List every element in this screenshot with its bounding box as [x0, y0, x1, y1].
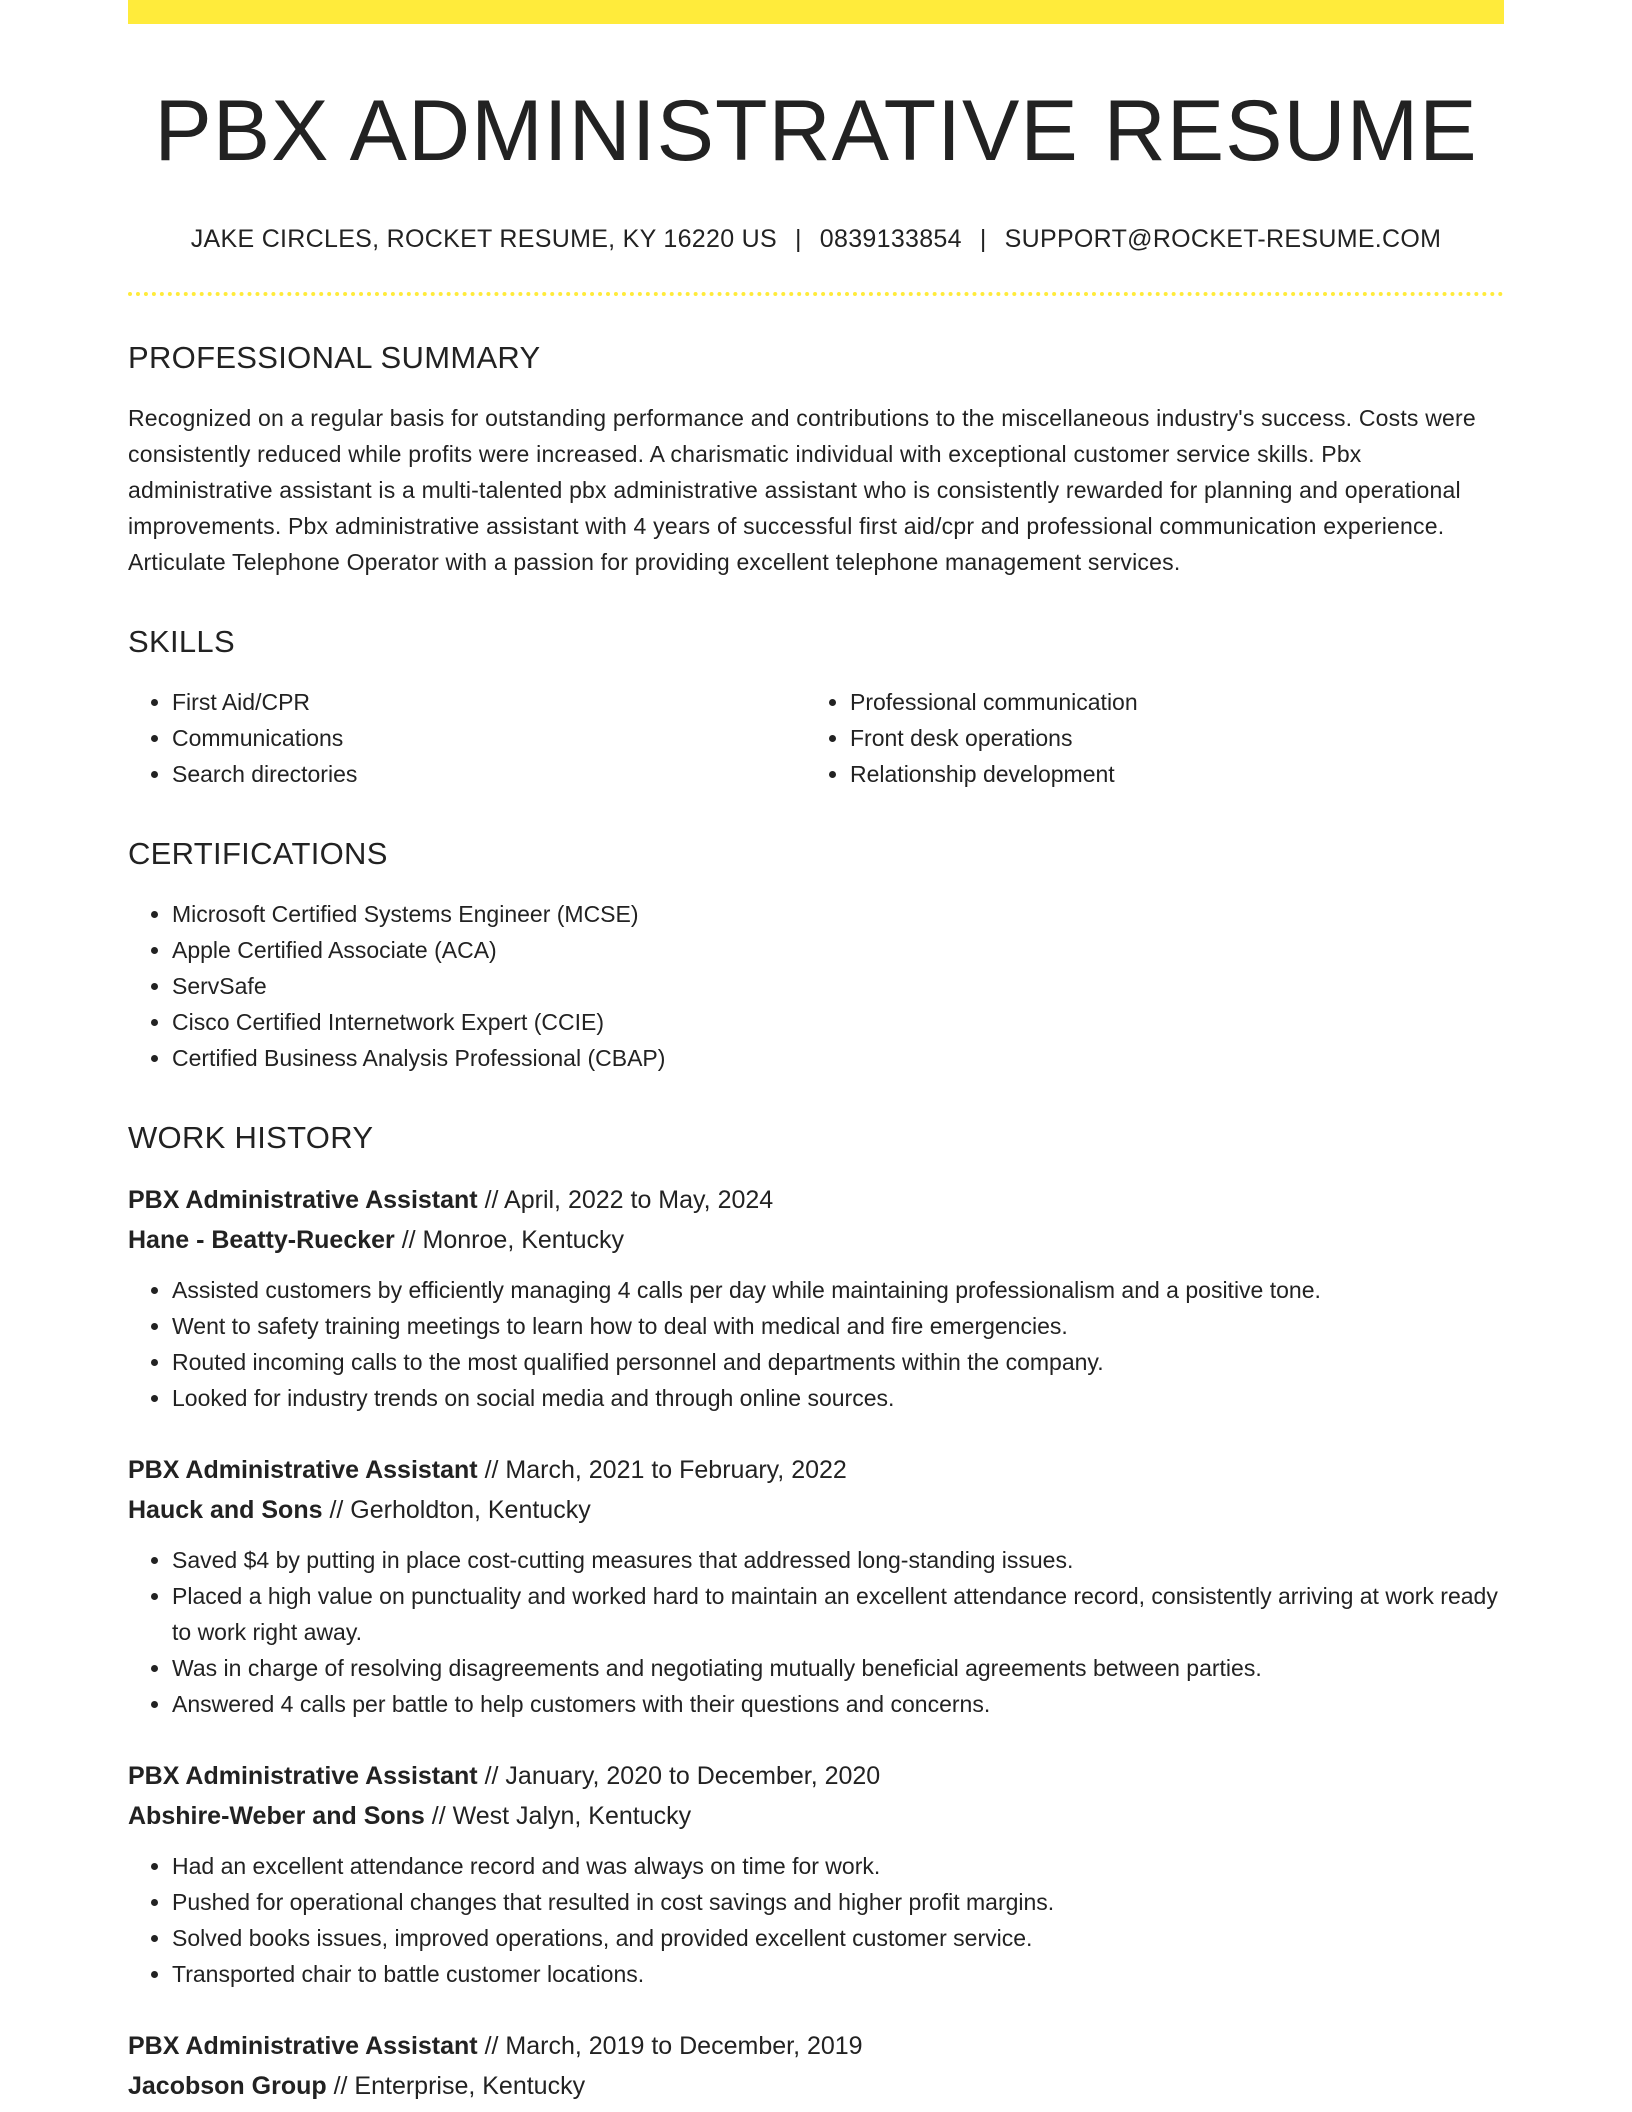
- skill-item: • First Aid/CPR: [172, 684, 806, 720]
- certification-item: • ServSafe: [172, 968, 1504, 1004]
- job-location: // Monroe, Kentucky: [394, 1225, 625, 1254]
- job-dates: // January, 2020 to December, 2020: [477, 1761, 881, 1790]
- job-bullets: [128, 1272, 1504, 1416]
- job-bullet: • Looked for industry trends on social media and through online sources.: [172, 1380, 1504, 1416]
- skill-item: • Search directories: [172, 756, 806, 792]
- summary-section: [128, 340, 1504, 580]
- skill-item: • Communications: [172, 720, 806, 756]
- job-company-line: [128, 1796, 1504, 1836]
- job-title-line: [128, 1180, 1504, 1220]
- skills-list-left: [128, 684, 806, 792]
- job-company: Hauck and Sons: [128, 1495, 323, 1524]
- work-history-section: [128, 1120, 1504, 2106]
- job-entry: [128, 1756, 1504, 1992]
- job-company-line: [128, 1220, 1504, 1260]
- dotted-divider: [128, 292, 1504, 296]
- accent-top-bar: [128, 0, 1504, 24]
- skills-grid: [128, 684, 1504, 792]
- job-bullet: • Pushed for operational changes that resulted in cost savings and higher profit margins.: [172, 1884, 1504, 1920]
- job-bullet: • Was in charge of resolving disagreements and negotiating mutually beneficial agreements between parties.: [172, 1650, 1504, 1686]
- job-title-line: [128, 1450, 1504, 1490]
- certifications-section: [128, 836, 1504, 1076]
- certification-item: • Certified Business Analysis Professional (CBAP): [172, 1040, 1504, 1076]
- certifications-heading: CERTIFICATIONS: [128, 835, 388, 871]
- certification-item: • Cisco Certified Internetwork Expert (CCIE): [172, 1004, 1504, 1040]
- resume-title: PBX ADMINISTRATIVE RESUME: [154, 83, 1478, 179]
- job-bullet: • Placed a high value on punctuality and worked hard to maintain an excellent attendance record, consistently arriving at work ready to work right away.: [172, 1578, 1504, 1650]
- job-bullet: • Saved $4 by putting in place cost-cutting measures that addressed long-standing issues.: [172, 1542, 1504, 1578]
- job-title: PBX Administrative Assistant: [128, 1455, 478, 1484]
- work-history-heading: WORK HISTORY: [128, 1119, 374, 1155]
- job-bullet: • Answered 4 calls per battle to help customers with their questions and concerns.: [172, 1686, 1504, 1722]
- job-bullets: [128, 1542, 1504, 1722]
- job-dates: // April, 2022 to May, 2024: [477, 1185, 774, 1214]
- job-entry: [128, 1450, 1504, 1722]
- job-bullet: • Solved books issues, improved operations, and provided excellent customer service.: [172, 1920, 1504, 1956]
- job-company: Abshire-Weber and Sons: [128, 1801, 425, 1830]
- job-bullet: • Went to safety training meetings to learn how to deal with medical and fire emergencies.: [172, 1308, 1504, 1344]
- contact-line: [128, 225, 1504, 254]
- job-location: // Gerholdton, Kentucky: [322, 1495, 591, 1524]
- job-dates: // March, 2021 to February, 2022: [477, 1455, 847, 1484]
- contact-separator: |: [795, 224, 802, 253]
- certification-item: • Microsoft Certified Systems Engineer (MCSE): [172, 896, 1504, 932]
- skills-section: [128, 624, 1504, 792]
- job-bullet: • Had an excellent attendance record and was always on time for work.: [172, 1848, 1504, 1884]
- job-bullet: • Assisted customers by efficiently managing 4 calls per day while maintaining professionalism and a positive tone.: [172, 1272, 1504, 1308]
- contact-address: JAKE CIRCLES, ROCKET RESUME, KY 16220 US: [190, 224, 777, 253]
- skills-heading: SKILLS: [128, 623, 235, 659]
- job-company: Jacobson Group: [128, 2071, 327, 2100]
- resume-page: [128, 0, 1504, 2106]
- job-title: PBX Administrative Assistant: [128, 2031, 478, 2060]
- job-bullet: • Transported chair to battle customer locations.: [172, 1956, 1504, 1992]
- certifications-list: [128, 896, 1504, 1076]
- job-entry: [128, 2026, 1504, 2106]
- job-title-line: [128, 2026, 1504, 2066]
- job-location: // Enterprise, Kentucky: [326, 2071, 586, 2100]
- skill-item: • Front desk operations: [850, 720, 1484, 756]
- summary-text: Recognized on a regular basis for outstanding performance and contributions to the miscellaneous industry's success. Costs were consistently reduced while profits were increased. A charismatic individual with exceptional customer service skills. Pbx administrative assistant is a multi-talented pbx administrative assistant who is consistently rewarded for planning and operational improvements. Pbx administrative assistant with 4 years of successful first aid/cpr and professional communication experience. Articulate Telephone Operator with a passion for providing excellent telephone management services.: [128, 404, 1476, 575]
- summary-heading: PROFESSIONAL SUMMARY: [128, 339, 541, 375]
- contact-separator: |: [979, 224, 987, 253]
- contact-email: SUPPORT@ROCKET-RESUME.COM: [1004, 224, 1442, 253]
- job-title: PBX Administrative Assistant: [128, 1185, 478, 1214]
- job-location: // West Jalyn, Kentucky: [424, 1801, 692, 1830]
- skills-list-right: [806, 684, 1484, 792]
- contact-phone: 0839133854: [819, 224, 962, 253]
- certification-item: • Apple Certified Associate (ACA): [172, 932, 1504, 968]
- job-company-line: [128, 1490, 1504, 1530]
- job-title-line: [128, 1756, 1504, 1796]
- job-title: PBX Administrative Assistant: [128, 1761, 478, 1790]
- job-company-line: [128, 2066, 1504, 2106]
- job-company: Hane - Beatty-Ruecker: [128, 1225, 395, 1254]
- job-dates: // March, 2019 to December, 2019: [477, 2031, 863, 2060]
- job-bullet: • Routed incoming calls to the most qualified personnel and departments within the company.: [172, 1344, 1504, 1380]
- skill-item: • Relationship development: [850, 756, 1484, 792]
- job-entry: [128, 1180, 1504, 1416]
- job-bullets: [128, 1848, 1504, 1992]
- skill-item: • Professional communication: [850, 684, 1484, 720]
